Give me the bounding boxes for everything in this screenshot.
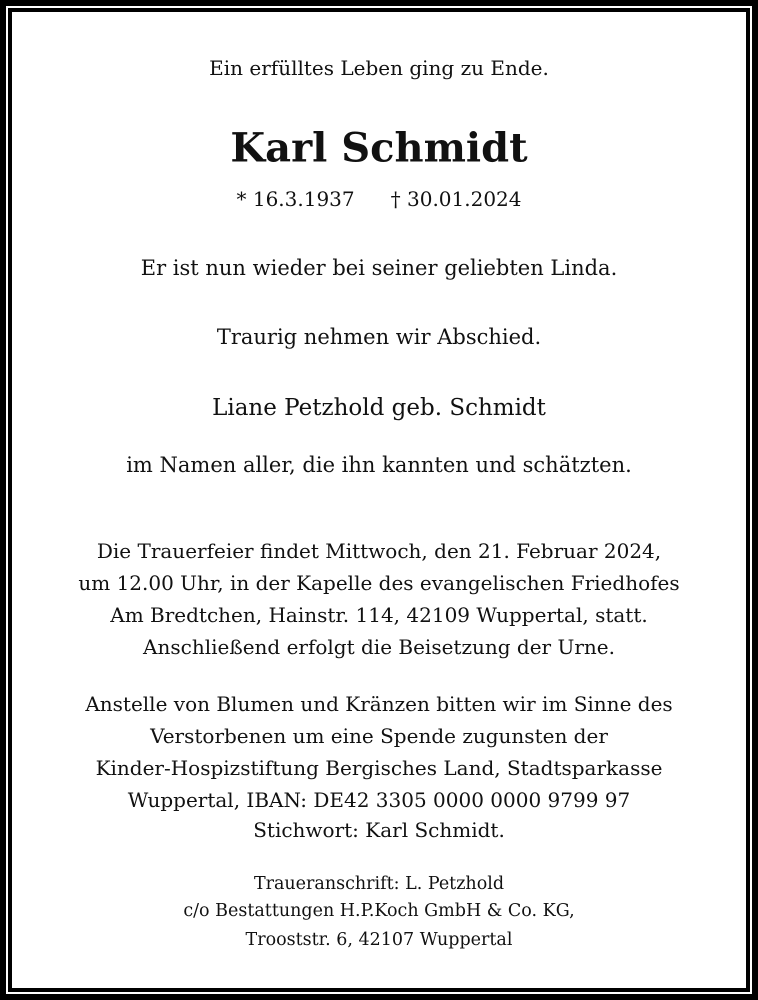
farewell-line: Traurig nehmen wir Abschied. <box>216 325 542 349</box>
address-line: Traueranschrift: L. Petzhold <box>253 874 505 894</box>
ceremony-line: Am Bredtchen, Hainstr. 114, 42109 Wuppertal, statt. <box>110 603 648 627</box>
donation-line: Wuppertal, IBAN: DE42 3305 0000 0000 9799 97 <box>127 788 631 812</box>
mourner-name: Liane Petzhold geb. Schmidt <box>212 395 546 421</box>
ceremony-line: Anschließend erfolgt die Beisetzung der Urne. <box>143 635 615 659</box>
address-line: Trooststr. 6, 42107 Wuppertal <box>245 930 513 950</box>
life-dates <box>0 187 758 211</box>
address-line: c/o Bestattungen H.P.Koch GmbH & Co. KG, <box>183 901 575 921</box>
death-date: † 30.01.2024 <box>390 187 522 211</box>
ceremony-line: Die Trauerfeier findet Mittwoch, den 21. Februar 2024, <box>96 539 662 563</box>
linda-line: Er ist nun wieder bei seiner geliebten Linda. <box>140 256 618 280</box>
donation-line: Anstelle von Blumen und Kränzen bitten wir im Sinne des <box>85 692 673 716</box>
intro-line: Ein erfülltes Leben ging zu Ende. <box>209 56 549 80</box>
ceremony-line: um 12.00 Uhr, in der Kapelle des evangelischen Friedhofes <box>78 571 680 595</box>
on-behalf-line: im Namen aller, die ihn kannten und schätzten. <box>126 453 632 477</box>
birth-date: * 16.3.1937 <box>236 187 355 211</box>
donation-line: Verstorbenen um eine Spende zugunsten der <box>150 724 608 748</box>
deceased-name: Karl Schmidt <box>230 124 528 172</box>
donation-line: Kinder-Hospizstiftung Bergisches Land, Stadtsparkasse <box>95 756 663 780</box>
donation-line: Stichwort: Karl Schmidt. <box>253 818 505 842</box>
